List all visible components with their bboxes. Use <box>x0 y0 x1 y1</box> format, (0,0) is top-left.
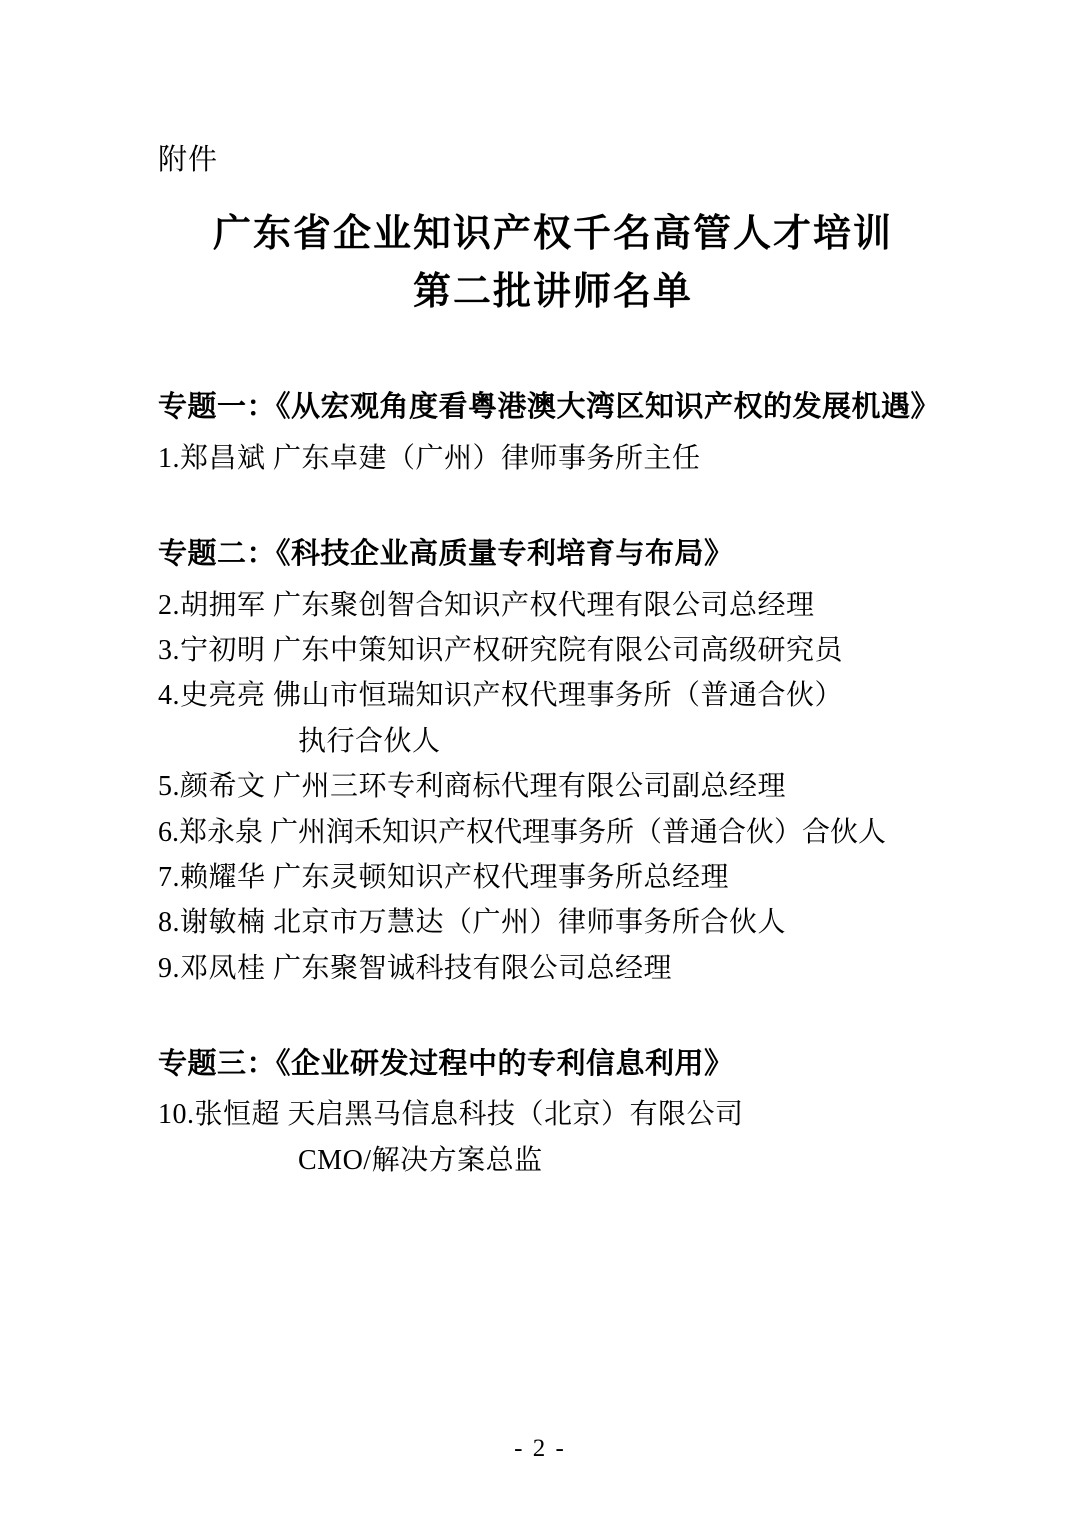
page-title-line-2: 第二批讲师名单 <box>412 271 693 314</box>
page-title <box>158 205 948 323</box>
topic-heading-2: 专题二：《科技企业高质量专利培育与布局》 <box>158 538 734 571</box>
list-item <box>158 628 948 673</box>
topic-section-1 <box>158 386 948 481</box>
document-content <box>158 140 948 1183</box>
lecturer-entry-7: 7.赖耀华 广东灵顿知识产权代理事务所总经理 <box>158 861 730 893</box>
lecturer-entry-4: 4.史亮亮 佛山市恒瑞知识产权代理事务所（普通合伙） <box>158 680 844 712</box>
list-item <box>158 1092 948 1183</box>
lecturer-entry-8: 8.谢敏楠 北京市万慧达（广州）律师事务所合伙人 <box>158 907 787 939</box>
topic-heading-3: 专题三：《企业研发过程中的专利信息利用》 <box>158 1047 734 1080</box>
topic-section-2 <box>158 533 948 991</box>
lecturer-entry-5: 5.颜希文 广州三环专利商标代理有限公司副总经理 <box>158 771 787 803</box>
topic-heading-1: 专题一：《从宏观角度看粤港澳大湾区知识产权的发展机遇》 <box>158 391 941 424</box>
page-number: - 2 - <box>514 1435 566 1462</box>
lecturer-entry-2: 2.胡拥军 广东聚创智合知识产权代理有限公司总经理 <box>158 589 815 621</box>
title-spacer <box>158 324 948 386</box>
section-gap-1 <box>158 481 948 533</box>
lecturer-entry-6: 6.郑永泉 广州润禾知识产权代理事务所（普通合伙）合伙人 <box>158 816 887 848</box>
list-item <box>158 810 948 855</box>
lecturer-entry-10: 10.张恒超 天启黑马信息科技（北京）有限公司 <box>158 1099 744 1131</box>
lecturer-entry-3: 3.宁初明 广东中策知识产权研究院有限公司高级研究员 <box>158 635 844 667</box>
list-item <box>158 673 948 764</box>
list-item <box>158 764 948 809</box>
list-item <box>158 946 948 991</box>
lecturer-entry-1: 1.郑昌斌 广东卓建（广州）律师事务所主任 <box>158 442 701 474</box>
section-gap-2 <box>158 991 948 1043</box>
lecturer-entry-10-continuation: CMO/解决方案总监 <box>298 1144 543 1176</box>
list-item <box>158 855 948 900</box>
attachment-label: 附件 <box>158 144 219 176</box>
list-item <box>158 583 948 628</box>
page-title-line-1: 广东省企业知识产权千名高管人才培训 <box>212 212 893 255</box>
lecturer-entry-9: 9.邓凤桂 广东聚智诚科技有限公司总经理 <box>158 952 673 984</box>
list-item <box>158 436 948 481</box>
lecturer-entry-4-continuation: 执行合伙人 <box>298 725 441 757</box>
list-item <box>158 900 948 945</box>
topic-section-3 <box>158 1043 948 1183</box>
